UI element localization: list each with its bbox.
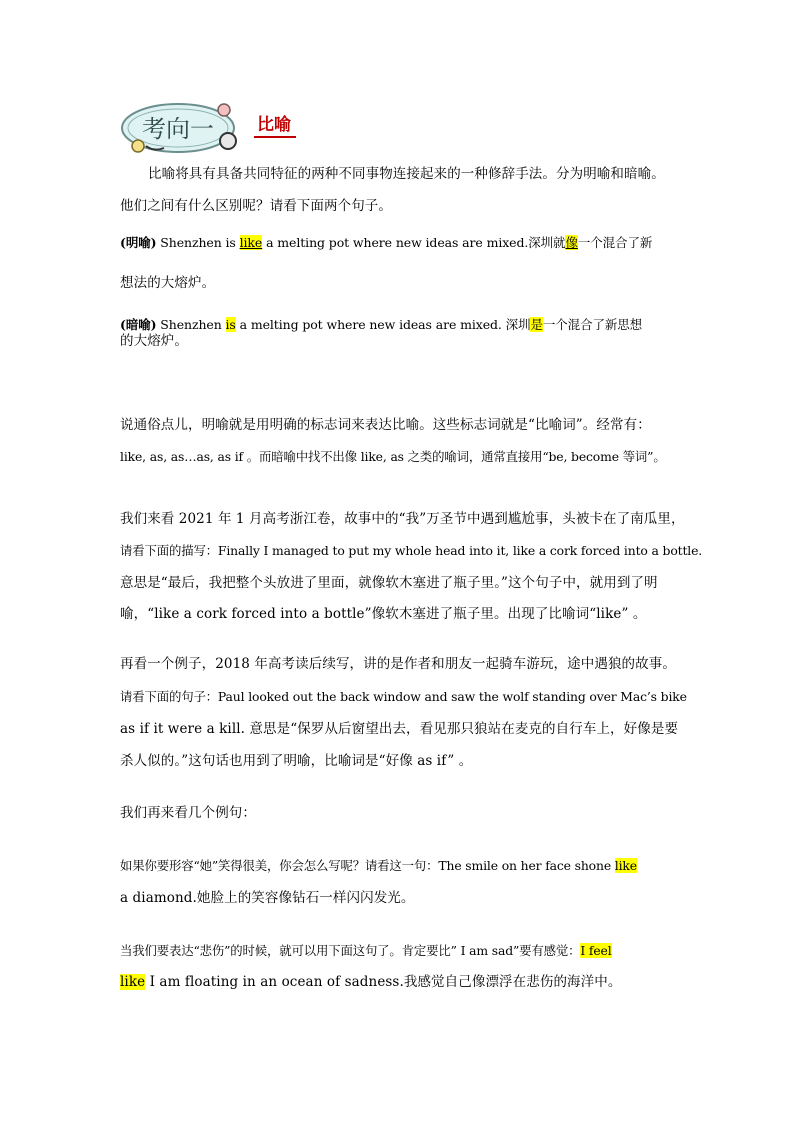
- intro-line-2: 他们之间有什么区别呢？请看下面两个句子。: [120, 198, 392, 214]
- example-2018-line-3: as if it were a kill. 意思是“保罗从后窗望出去，看见那只狼站在麦克的自行车上，好像是要: [120, 721, 679, 737]
- explain-line-2: like, as, as…as, as if 。而暗喻中找不出像 like, as 之类的喻词，通常直接用“be, become 等词”。: [120, 449, 666, 464]
- metaphor-part-c: 一个混合了新思想: [542, 317, 643, 332]
- metaphor-mark-cn: 是: [530, 317, 543, 332]
- simile-example-line-1: [120, 234, 680, 252]
- smile-mark: like: [614, 858, 637, 873]
- simile-label: (明喻): [120, 235, 157, 250]
- example-2021-line-3: 意思是“最后，我把整个头放进了里面，就像软木塞进了瓶子里。”这个句子中，就用到了明: [120, 575, 658, 591]
- metaphor-part-a: Shenzhen: [156, 317, 226, 332]
- simile-part-c: 一个混合了新: [577, 235, 653, 250]
- smile-part-a: 如果你要形容“她”笑得很美，你会怎么写呢？请看这一句：The smile on her face shone: [120, 858, 615, 873]
- badge-text: 考向一: [142, 115, 214, 143]
- simile-mark-en: like: [239, 235, 263, 250]
- metaphor-part-b: a melting pot where new ideas are mixed. 深圳: [235, 317, 531, 332]
- example-2021-line-4: 喻，“like a cork forced into a bottle”像软木塞进了瓶子里。出现了比喻词“like” 。: [120, 606, 647, 622]
- example-2018-line-1: 再看一个例子，2018 年高考读后续写，讲的是作者和朋友一起骑车游玩，途中遇狼的故事。: [120, 656, 676, 672]
- metaphor-mark-en: is: [225, 317, 236, 332]
- explain-line-1: 说通俗点儿，明喻就是用明确的标志词来表达比喻。这些标志词就是“比喻词”。经常有：: [120, 417, 651, 433]
- sad-example-line-1: [120, 942, 680, 960]
- metaphor-label: (暗喻): [120, 317, 157, 332]
- scroll-badge-icon: [118, 96, 248, 160]
- smile-example-line-1: [120, 857, 680, 875]
- sad-part-a: 当我们要表达“悲伤”的时候，就可以用下面这句了。肯定要比” I am sad”要有感觉：: [120, 943, 581, 958]
- sad-part-b: I am floating in an ocean of sadness.我感觉自己像漂浮在悲伤的海洋中。: [145, 974, 622, 990]
- simile-part-b: a melting pot where new ideas are mixed.深圳就: [262, 235, 566, 250]
- simile-example-line-2: 想法的大熔炉。: [120, 275, 216, 291]
- smile-example-line-2: a diamond.她脸上的笑容像钻石一样闪闪发光。: [120, 890, 415, 906]
- intro-line-1: 比喻将具有具备共同特征的两种不同事物连接起来的一种修辞手法。分为明喻和暗喻。: [148, 166, 665, 182]
- example-2018-line-2: 请看下面的句子：Paul looked out the back window and saw the wolf standing over Mac’s bike: [120, 689, 687, 704]
- sad-mark-b: like: [120, 974, 146, 990]
- simile-part-a: Shenzhen is: [156, 235, 240, 250]
- metaphor-example-line-2: 的大熔炉。: [120, 333, 188, 349]
- sad-mark-a: I feel: [580, 943, 612, 958]
- sad-example-line-2: [120, 973, 680, 991]
- more-examples-line: 我们再来看几个例句：: [120, 805, 256, 821]
- section-title: 比喻: [254, 115, 296, 138]
- example-2021-line-2: 请看下面的描写：Finally I managed to put my whole head into it, like a cork forced into a bottle.: [120, 543, 703, 558]
- example-2021-line-1: 我们来看 2021 年 1 月高考浙江卷，故事中的“我”万圣节中遇到尴尬事，头被卡在了南瓜里，: [120, 511, 685, 527]
- example-2018-line-4: 杀人似的。”这句话也用到了明喻，比喻词是“好像 as if” 。: [120, 753, 473, 769]
- simile-mark-cn: 像: [565, 235, 578, 250]
